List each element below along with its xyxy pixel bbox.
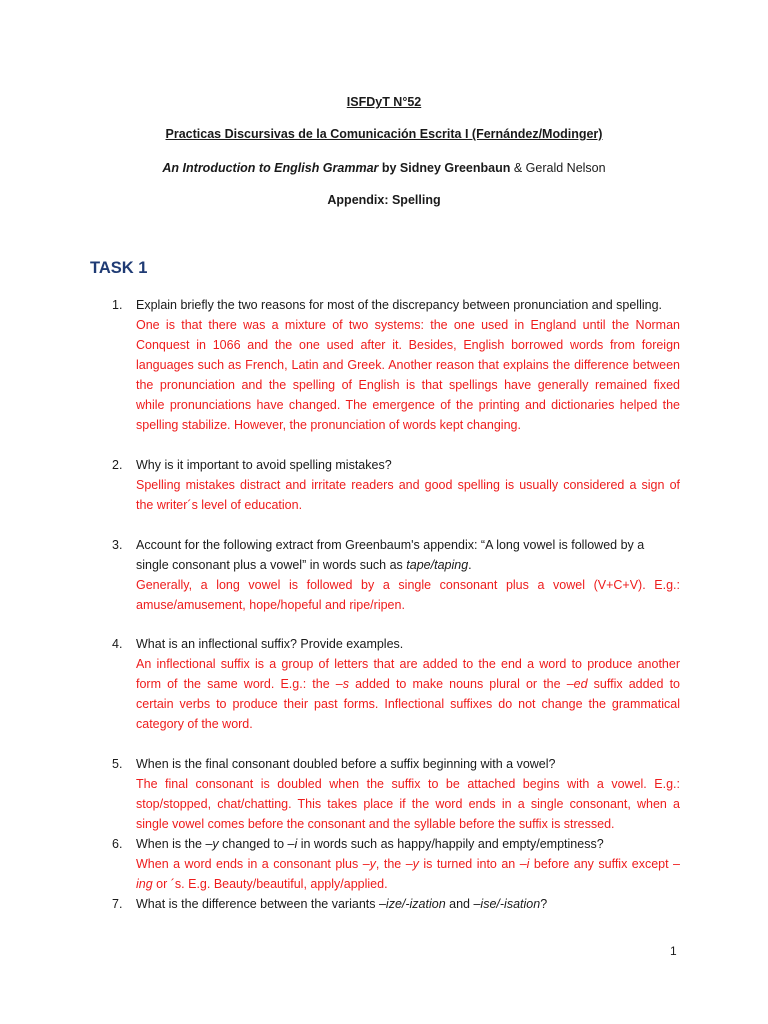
question-item (112, 535, 680, 615)
question-number: 1. (112, 298, 123, 312)
appendix-heading: Appendix: Spelling (327, 193, 441, 207)
question-text: Why is it important to avoid spelling mistakes? (136, 458, 392, 472)
question-number: 2. (112, 458, 123, 472)
question-text: Explain briefly the two reasons for most of the discrepancy between pronunciation and spelling. (136, 298, 662, 312)
book-author: by Sidney Greenbaun (378, 161, 511, 175)
question-item (112, 634, 680, 734)
answer-text: Generally, a long vowel is followed by a single consonant plus a vowel (V+C+V). E.g.: amuse/amusement, hope/hopeful and ripe/ripen. (136, 578, 680, 612)
course-heading: Practicas Discursivas de la Comunicación Escrita I (Fernández/Modinger) (165, 127, 603, 141)
question-text: Account for the following extract from Greenbaum's appendix: “A long vowel is followed by a single consonant plus a vowel” in words such as tape/taping. (136, 538, 645, 572)
question-item (112, 894, 680, 914)
question-text: When is the –y changed to –i in words such as happy/happily and empty/emptiness? (136, 837, 604, 851)
question-number: 7. (112, 897, 123, 911)
question-text: When is the final consonant doubled before a suffix beginning with a vowel? (136, 757, 556, 771)
question-text: What is an inflectional suffix? Provide examples. (136, 637, 404, 651)
question-number: 3. (112, 538, 123, 552)
question-item (112, 295, 680, 435)
answer-text: The final consonant is doubled when the suffix to be attached begins with a vowel. E.g.: stop/stopped, chat/chatting. This takes place if the word ends in a single consonant, when a single vowel comes before the consonant and the syllable before the suffix is stressed. (136, 777, 680, 831)
question-item (112, 754, 680, 834)
task-title: TASK 1 (90, 259, 148, 277)
answer-text: When a word ends in a consonant plus –y, the –y is turned into an –i before any suffix except – ing or ´s. E.g. Beauty/beautiful, apply/applied. (136, 857, 681, 891)
question-number: 6. (112, 837, 123, 851)
answer-text: One is that there was a mixture of two systems: the one used in England until the Norman Conquest in 1066 and the one used after it. Besides, English borrowed words from foreign languages such as French, Latin and Greek. Another reason that explains the difference between the pronunciation and the spelling of English is that spellings have generally remained fixed while pronunciations have changed. The emergence of the printing and dictionaries helped the spelling stabilize. However, the pronunciation of words kept changing. (136, 318, 680, 432)
question-number: 5. (112, 757, 123, 771)
answer-text: Spelling mistakes distract and irritate readers and good spelling is usually considered a sign of the writer´s level of education. (136, 478, 680, 512)
question-text: What is the difference between the variants –ize/-ization and –ise/-isation? (136, 897, 548, 911)
page-number: 1 (670, 944, 677, 958)
book-title: An Introduction to English Grammar (162, 161, 379, 175)
institution-heading: ISFDyT N°52 (346, 95, 422, 109)
book-coauthor: Gerald Nelson (525, 161, 606, 175)
question-number: 4. (112, 637, 123, 651)
question-item (112, 834, 680, 894)
question-item (112, 455, 680, 515)
book-reference: An Introduction to English Grammar by Sidney Greenbaun & Gerald Nelson (162, 161, 606, 175)
answer-text: An inflectional suffix is a group of letters that are added to the end a word to produce another form of the same word. E.g.: the –s added to make nouns plural or the –ed suffix added to certain verbs to produce their past forms. Inflectional suffixes do not change the grammatical category of the word. (136, 657, 680, 731)
